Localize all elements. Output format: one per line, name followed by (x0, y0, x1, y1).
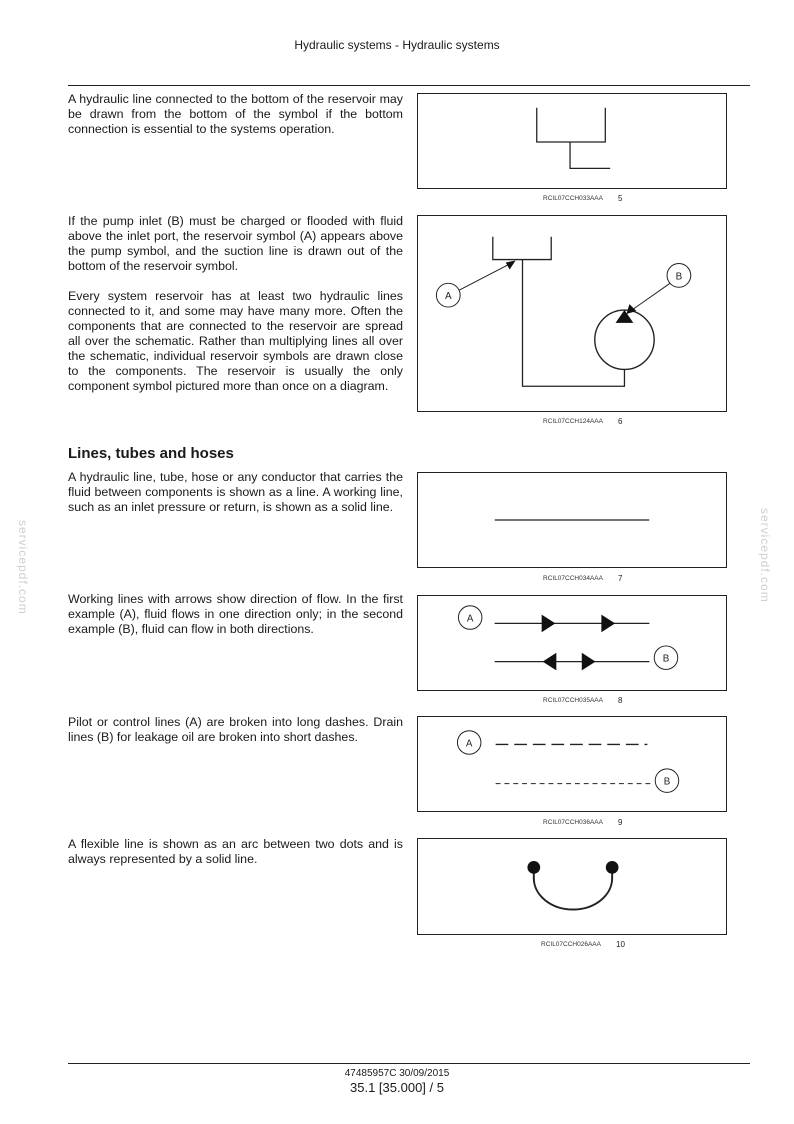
label-a: A (444, 291, 452, 303)
figure-8-code: RCIL07CCH035AAA (543, 697, 603, 704)
running-header: Hydraulic systems - Hydraulic systems (294, 38, 500, 52)
figure-10-number: 10 (616, 940, 625, 949)
label-a: A (466, 613, 474, 625)
solid-line-diagram (418, 473, 726, 567)
dashed-lines-diagram (418, 717, 726, 811)
figure-5-code: RCIL07CCH033AAA (543, 195, 603, 202)
footer-page-number: 35.1 [35.000] / 5 (350, 1080, 444, 1095)
figure-10-code: RCIL07CCH026AAA (541, 941, 601, 948)
figure-6-number: 6 (618, 417, 623, 426)
figure-9-code: RCIL07CCH036AAA (543, 819, 603, 826)
footer-document-id: 47485957C 30/09/2015 (344, 1068, 450, 1079)
figure-8 (417, 595, 727, 691)
figure-7-code: RCIL07CCH034AAA (543, 575, 603, 582)
flexible-line-diagram (418, 839, 726, 934)
paragraph-working-line: A hydraulic line, tube, hose or any conductor that carries the fluid between components is shown as a line. A working line, such as an inlet pressure or return, is shown as a solid line. (68, 470, 403, 514)
header-rule (68, 85, 750, 86)
label-b: B (675, 271, 683, 283)
section-heading: Lines, tubes and hoses (68, 445, 234, 462)
label-a: A (465, 738, 473, 750)
paragraph-pump-inlet: If the pump inlet (B) must be charged or flooded with fluid above the inlet port, the reservoir symbol (A) appears above the pump symbol, and the suction line is drawn out of the bottom of the reservoir symbol. (68, 214, 403, 273)
figure-6-code: RCIL07CCH124AAA (543, 418, 603, 425)
reservoir-bottom-diagram (418, 94, 726, 188)
figure-9-number: 9 (618, 818, 623, 827)
figure-7-number: 7 (618, 574, 623, 583)
paragraph-flexible-line: A flexible line is shown as an arc between two dots and is always represented by a solid line. (68, 837, 403, 866)
paragraph-reservoir-count: Every system reservoir has at least two hydraulic lines connected to it, and some may have many more. Often the components that are connected to the reservoir are spread all over the schematic. Rather than multiplying lines all over the schematic, individual reservoir symbols are drawn close to the components. The reservoir is usually the only component symbol pictured more than once on a diagram. (68, 289, 403, 393)
figure-8-number: 8 (618, 696, 623, 705)
figure-6 (417, 215, 727, 412)
label-b: B (663, 776, 671, 788)
figure-9 (417, 716, 727, 812)
figure-5-number: 5 (618, 194, 623, 203)
figure-7 (417, 472, 727, 568)
paragraph-reservoir-bottom: A hydraulic line connected to the bottom of the reservoir may be drawn from the bottom of the symbol if the bottom connection is essential to the systems operation. (68, 92, 403, 136)
pump-reservoir-diagram (418, 216, 726, 411)
paragraph-pilot-drain: Pilot or control lines (A) are broken into long dashes. Drain lines (B) for leakage oil are broken into short dashes. (68, 715, 403, 744)
footer-rule (68, 1063, 750, 1064)
flow-arrows-diagram (418, 596, 726, 690)
label-b: B (662, 653, 670, 665)
watermark-left: servicepdf.com (16, 520, 30, 615)
figure-5 (417, 93, 727, 189)
paragraph-flow-arrows: Working lines with arrows show direction of flow. In the first example (A), fluid flows in one direction only; in the second example (B), fluid can flow in both directions. (68, 592, 403, 636)
watermark-right: servicepdf.com (758, 508, 772, 603)
figure-10 (417, 838, 727, 935)
